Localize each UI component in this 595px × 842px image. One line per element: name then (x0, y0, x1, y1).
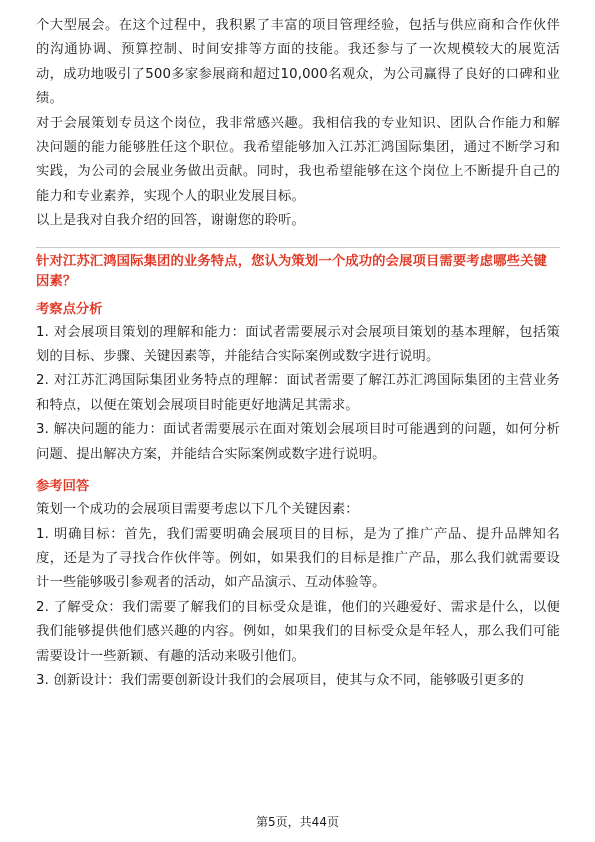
answer-list (36, 523, 560, 694)
analysis-list (36, 321, 560, 467)
section-divider (36, 247, 560, 248)
page-number-footer: 第5页，共44页 (256, 815, 339, 829)
analysis-item-1: 1. 对会展项目策划的理解和能力：面试者需要展示对会展项目策划的基本理解，包括策划的目标、步骤、关键因素等，并能结合实际案例或数字进行说明。 (36, 324, 560, 365)
answer-item-1: 1. 明确目标：首先，我们需要明确会展项目的目标，是为了推广产品、提升品牌知名度，还是为了寻找合作伙伴等。例如，如果我们的目标是推广产品，那么我们就需要设计一些能够吸引参观者的活动，如产品演示、互动体验等。 (36, 526, 560, 591)
page-content (36, 14, 560, 693)
answer-item-2: 2. 了解受众：我们需要了解我们的目标受众是谁，他们的兴趣爱好、需求是什么，以便我们能够提供他们感兴趣的内容。例如，如果我们的目标受众是年轻人，那么我们可能需要设计一些新颖、有趣的活动来吸引他们。 (36, 599, 560, 664)
analysis-item-3: 3. 解决问题的能力：面试者需要展示在面对策划会展项目时可能遇到的问题，如何分析问题、提出解决方案，并能结合实际案例或数字进行说明。 (36, 422, 560, 462)
answer-item-3: 3. 创新设计：我们需要创新设计我们的会展项目，使其与众不同，能够吸引更多的 (36, 672, 525, 688)
answer-heading: 参考回答 (36, 479, 90, 495)
intro-paragraph-2: 对于会展策划专员这个岗位，我非常感兴趣。我相信我的专业知识、团队合作能力和解决问题的能力能够胜任这个职位。我希望能够加入江苏汇鸿国际集团，通过不断学习和实践，为公司的会展业务做出贡献。同时，我也希望能够在这个岗位上不断提升自己的能力和专业素养，实现个人的职业发展目标。 (36, 115, 560, 204)
analysis-heading: 考察点分析 (36, 301, 103, 317)
answer-intro: 策划一个成功的会展项目需要考虑以下几个关键因素： (36, 502, 359, 518)
analysis-item-2: 2. 对江苏汇鸿国际集团业务特点的理解：面试者需要了解江苏汇鸿国际集团的主营业务和特点，以便在策划会展项目时能更好地满足其需求。 (36, 373, 560, 413)
intro-paragraph-1: 个大型展会。在这个过程中，我积累了丰富的项目管理经验，包括与供应商和合作伙伴的沟通协调、预算控制、时间安排等方面的技能。我还参与了一次规模较大的展览活动，成功地吸引了500多家参展商和超过10,000名观众，为公司赢得了良好的口碑和业绩。 (36, 18, 560, 107)
intro-paragraph-3: 以上是我对自我介绍的回答，谢谢您的聆听。 (36, 213, 305, 229)
interview-question: 针对江苏汇鸿国际集团的业务特点，您认为策划一个成功的会展项目需要考虑哪些关键因素？ (36, 253, 547, 290)
